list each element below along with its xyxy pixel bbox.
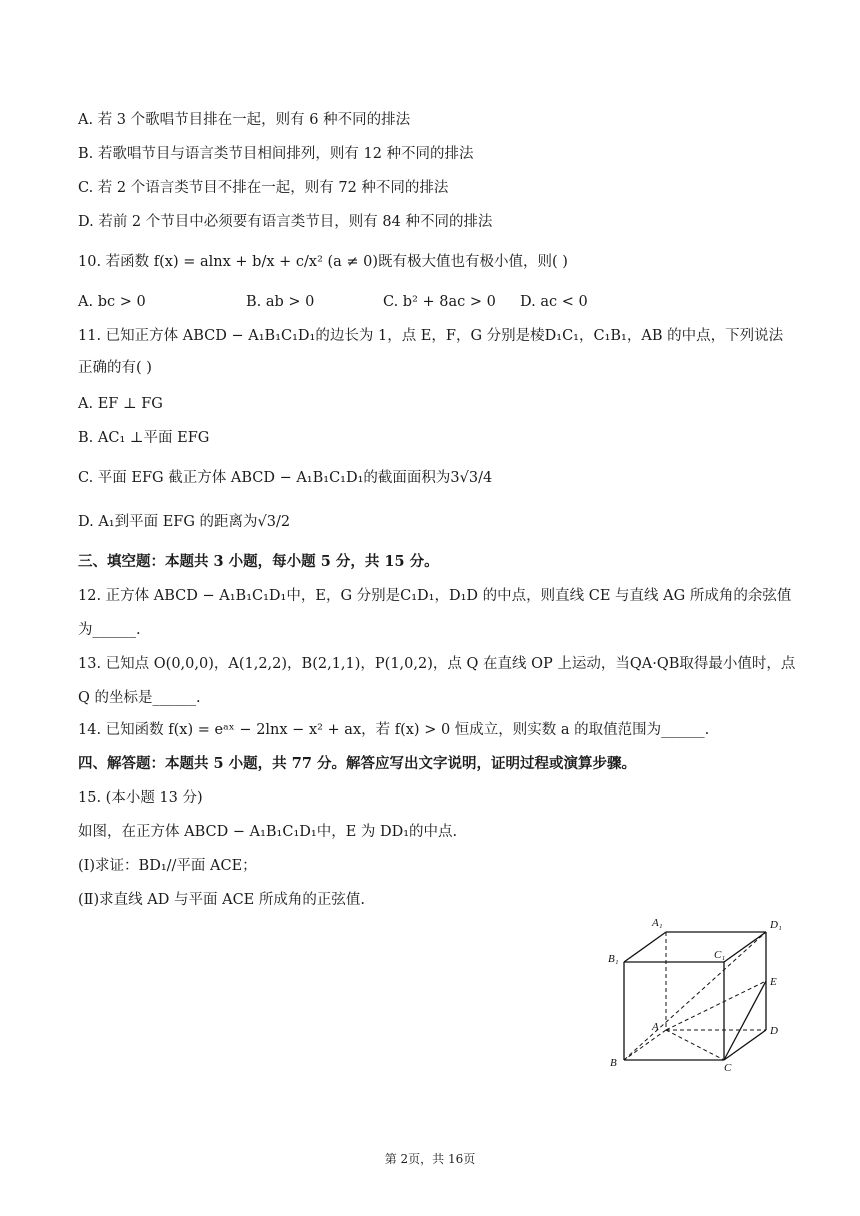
cube-figure [606,912,792,1072]
q12-stem-line2: 为______. [78,622,141,638]
q11-option-d: D. A₁到平面 EFG 的距离为√3/2 [78,514,291,530]
q15-part-2: (Ⅱ)求直线 AD 与平面 ACE 所成角的正弦值. [78,892,365,908]
q10-option-b: B. ab > 0 [246,294,315,310]
section-3-heading: 三、填空题：本题共 3 小题，每小题 5 分，共 15 分。 [78,553,439,570]
segment-a-c [666,1030,724,1060]
section-4-heading: 四、解答题：本题共 5 小题，共 77 分。解答应写出文字说明，证明过程或演算步骤。 [78,755,636,772]
q11-stem-line1: 11. 已知正方体 ABCD − A₁B₁C₁D₁的边长为 1，点 E，F，G 分别是棱D₁C₁，C₁B₁，AB 的中点，下列说法 [78,328,784,344]
segment-c-e [724,981,766,1060]
q9-option-b: B. 若歌唱节目与语言类节目相间排列，则有 12 种不同的排法 [78,146,474,162]
q15-stem: 如图，在正方体 ABCD − A₁B₁C₁D₁中，E 为 DD₁的中点. [78,824,458,840]
segment-a-e [666,981,766,1030]
q11-option-c: C. 平面 EFG 截正方体 ABCD − A₁B₁C₁D₁的截面面积为3√3/4 [78,470,493,486]
label-e: E [770,976,777,988]
label-c1: C₁ [714,949,726,961]
q10-stem: 10. 若函数 f(x) = alnx + b/x + c/x² (a ≠ 0)既有极大值也有极小值，则( ) [78,254,568,270]
q15-part-1: (Ⅰ)求证：BD₁//平面 ACE； [78,858,257,874]
edge-a1-b1 [624,932,666,962]
q10-option-a: A. bc > 0 [78,294,146,310]
edge-d1-c1 [724,932,766,962]
label-c: C [724,1062,732,1072]
edge-d-c [724,1030,766,1060]
label-a1: A₁ [652,917,663,929]
q14-stem: 14. 已知函数 f(x) = eᵃˣ − 2lnx − x² + ax，若 f(x) > 0 恒成立，则实数 a 的取值范围为______. [78,722,710,738]
q11-stem-line2: 正确的有( ) [78,360,152,376]
q9-option-d: D. 若前 2 个节目中必须要有语言类节目，则有 84 种不同的排法 [78,214,493,230]
label-b1: B₁ [608,953,619,965]
label-a: A [652,1021,659,1033]
q9-option-a: A. 若 3 个歌唱节目排在一起，则有 6 种不同的排法 [78,112,411,128]
q12-stem-line1: 12. 正方体 ABCD − A₁B₁C₁D₁中，E，G 分别是C₁D₁，D₁D 的中点，则直线 CE 与直线 AG 所成角的余弦值 [78,588,792,604]
label-d1: D₁ [770,919,782,931]
page-footer: 第 2页，共 16页 [384,1152,476,1166]
segment-b-d1 [624,932,766,1060]
edge-a-b [624,1030,666,1060]
q9-option-c: C. 若 2 个语言类节目不排在一起，则有 72 种不同的排法 [78,180,449,196]
q15-header: 15. (本小题 13 分) [78,790,203,806]
q10-option-d: D. ac < 0 [520,294,588,310]
q11-option-b: B. AC₁ ⊥平面 EFG [78,430,210,446]
q10-option-c: C. b² + 8ac > 0 [383,294,496,310]
q13-stem-line2: Q 的坐标是______. [78,690,201,706]
q13-stem-line1: 13. 已知点 O(0,0,0)，A(1,2,2)，B(2,1,1)，P(1,0,2)，点 Q 在直线 OP 上运动，当QA·QB取得最小值时，点 [78,656,796,672]
label-b: B [610,1057,617,1069]
q11-option-a: A. EF ⊥ FG [78,396,163,412]
label-d: D [770,1025,778,1037]
